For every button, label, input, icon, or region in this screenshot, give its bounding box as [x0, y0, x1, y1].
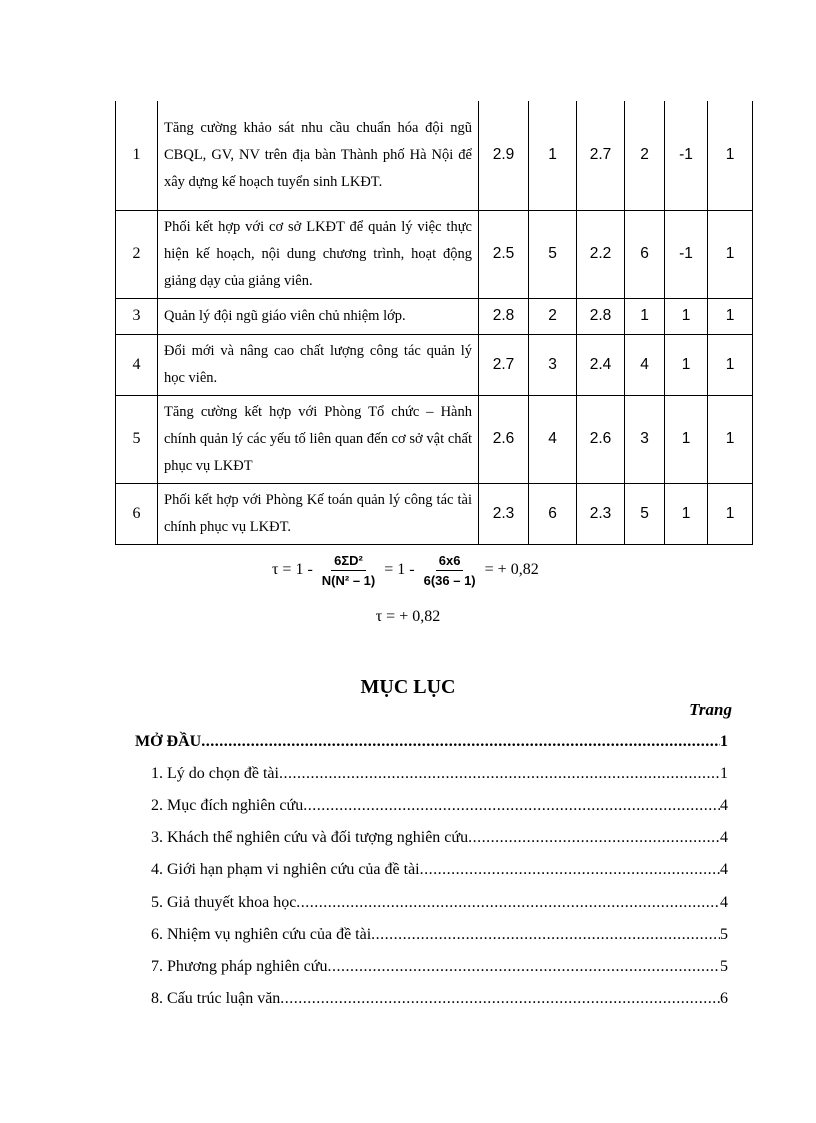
cell-value: 1: [625, 298, 665, 334]
ranking-table: [115, 101, 753, 545]
toc-leader-dots: [420, 861, 720, 879]
toc-entry-label: MỞ ĐẦU: [135, 733, 202, 750]
cell-value: 2.3: [577, 483, 625, 544]
toc-entry[interactable]: [151, 861, 728, 879]
table-row: [116, 483, 753, 544]
row-measure: Phối kết hợp với Phòng Kế toán quản lý công tác tài chính phục vụ LKĐT.: [158, 483, 479, 544]
cell-value: 1: [665, 334, 708, 395]
toc-entry-page: 4: [720, 894, 728, 911]
toc-entry-label: 2. Mục đích nghiên cứu: [151, 797, 304, 814]
row-number: 6: [116, 483, 158, 544]
row-number: 2: [116, 210, 158, 298]
toc-entry-page: 1: [720, 765, 728, 782]
formula-fraction-substituted: [421, 553, 479, 588]
cell-value: 2.6: [479, 395, 529, 483]
toc-leader-dots: [371, 926, 720, 944]
table-row: [116, 395, 753, 483]
toc-entry[interactable]: [151, 829, 728, 847]
cell-value: 2.9: [479, 101, 529, 210]
toc-entry-page: 5: [720, 926, 728, 943]
spearman-formula: [0, 548, 816, 592]
toc-leader-dots: [468, 829, 720, 847]
cell-value: -1: [665, 101, 708, 210]
row-number: 5: [116, 395, 158, 483]
cell-value: -1: [665, 210, 708, 298]
fraction-numerator: 6ΣD²: [331, 553, 366, 571]
toc-entry-page: 6: [720, 990, 728, 1007]
toc-page-header: Trang: [689, 700, 732, 719]
row-measure: Tăng cường kết hợp với Phòng Tổ chức – Hành chính quản lý các yếu tố liên quan đến cơ sở vật chất phục vụ LKĐT: [158, 395, 479, 483]
toc-leader-dots: [280, 990, 720, 1008]
toc-entry-page: 5: [720, 958, 728, 975]
toc-entry[interactable]: [151, 958, 728, 976]
table-row: [116, 210, 753, 298]
cell-value: 1: [708, 483, 753, 544]
fraction-denominator: 6(36 – 1): [423, 572, 476, 588]
toc-leader-dots: [201, 733, 720, 751]
cell-value: 1: [665, 298, 708, 334]
toc-leader-dots: [279, 765, 720, 783]
toc-entry-label: 7. Phương pháp nghiên cứu: [151, 958, 328, 975]
toc-leader-dots: [303, 797, 720, 815]
cell-value: 2.2: [577, 210, 625, 298]
row-number: 4: [116, 334, 158, 395]
cell-value: 1: [529, 101, 577, 210]
toc-entry-page: 1: [720, 733, 728, 750]
cell-value: 4: [529, 395, 577, 483]
formula-equals-part: = 1 -: [384, 561, 415, 578]
cell-value: 2.6: [577, 395, 625, 483]
cell-value: 2.3: [479, 483, 529, 544]
cell-value: 2.5: [479, 210, 529, 298]
cell-value: 5: [625, 483, 665, 544]
row-number: 3: [116, 298, 158, 334]
row-measure: Đổi mới và nâng cao chất lượng công tác quản lý học viên.: [158, 334, 479, 395]
cell-value: 1: [708, 101, 753, 210]
toc-leader-dots: [327, 958, 720, 976]
toc-entry[interactable]: [151, 894, 728, 912]
cell-value: 2.7: [479, 334, 529, 395]
cell-value: 1: [708, 334, 753, 395]
row-number: 1: [116, 101, 158, 210]
cell-value: 3: [625, 395, 665, 483]
toc-entry-label: 8. Cấu trúc luận văn: [151, 990, 281, 1007]
formula-lhs: τ = 1 -: [272, 561, 313, 578]
formula-fraction-general: [319, 553, 378, 588]
cell-value: 1: [665, 395, 708, 483]
cell-value: 2.4: [577, 334, 625, 395]
toc-entry-intro[interactable]: [135, 733, 728, 751]
toc-entry-label: 3. Khách thể nghiên cứu và đối tượng nghiên cứu: [151, 829, 469, 846]
cell-value: 1: [708, 395, 753, 483]
cell-value: 1: [708, 298, 753, 334]
toc-entry[interactable]: [151, 990, 728, 1008]
toc-entry[interactable]: [151, 797, 728, 815]
fraction-numerator: 6x6: [436, 553, 464, 571]
table-row: [116, 101, 753, 210]
toc-entry-page: 4: [720, 829, 728, 846]
toc-entry-page: 4: [720, 797, 728, 814]
cell-value: 2: [625, 101, 665, 210]
row-measure: Phối kết hợp với cơ sở LKĐT để quản lý việc thực hiện kế hoạch, nội dung chương trình, hoạt động giảng dạy của giảng viên.: [158, 210, 479, 298]
cell-value: 1: [665, 483, 708, 544]
toc-entry-label: 5. Giả thuyết khoa học: [151, 894, 297, 911]
fraction-denominator: N(N² – 1): [321, 572, 376, 588]
table-row: [116, 298, 753, 334]
toc-entry-page: 4: [720, 861, 728, 878]
cell-value: 6: [529, 483, 577, 544]
row-measure: Tăng cường khảo sát nhu cầu chuẩn hóa đội ngũ CBQL, GV, NV trên địa bàn Thành phố Hà Nội để xây dựng kế hoạch tuyển sinh LKĐT.: [158, 101, 479, 210]
cell-value: 6: [625, 210, 665, 298]
toc-entry-label: 1. Lý do chọn đề tài: [151, 765, 279, 782]
cell-value: 2.8: [577, 298, 625, 334]
cell-value: 2.8: [479, 298, 529, 334]
formula-result: τ = + 0,82: [375, 608, 441, 625]
formula-result-inline: = + 0,82: [484, 561, 539, 578]
cell-value: 4: [625, 334, 665, 395]
toc-leader-dots: [296, 894, 720, 912]
toc-entry[interactable]: [151, 926, 728, 944]
toc-title: MỤC LỤC: [360, 676, 456, 698]
toc-entry[interactable]: [151, 765, 728, 783]
cell-value: 2.7: [577, 101, 625, 210]
cell-value: 1: [708, 210, 753, 298]
cell-value: 3: [529, 334, 577, 395]
toc-entry-label: 6. Nhiệm vụ nghiên cứu của đề tài: [151, 926, 372, 943]
toc-entry-label: 4. Giới hạn phạm vi nghiên cứu của đề tài: [151, 861, 420, 878]
table-row: [116, 334, 753, 395]
cell-value: 2: [529, 298, 577, 334]
row-measure: Quản lý đội ngũ giáo viên chủ nhiệm lớp.: [158, 298, 479, 334]
cell-value: 5: [529, 210, 577, 298]
